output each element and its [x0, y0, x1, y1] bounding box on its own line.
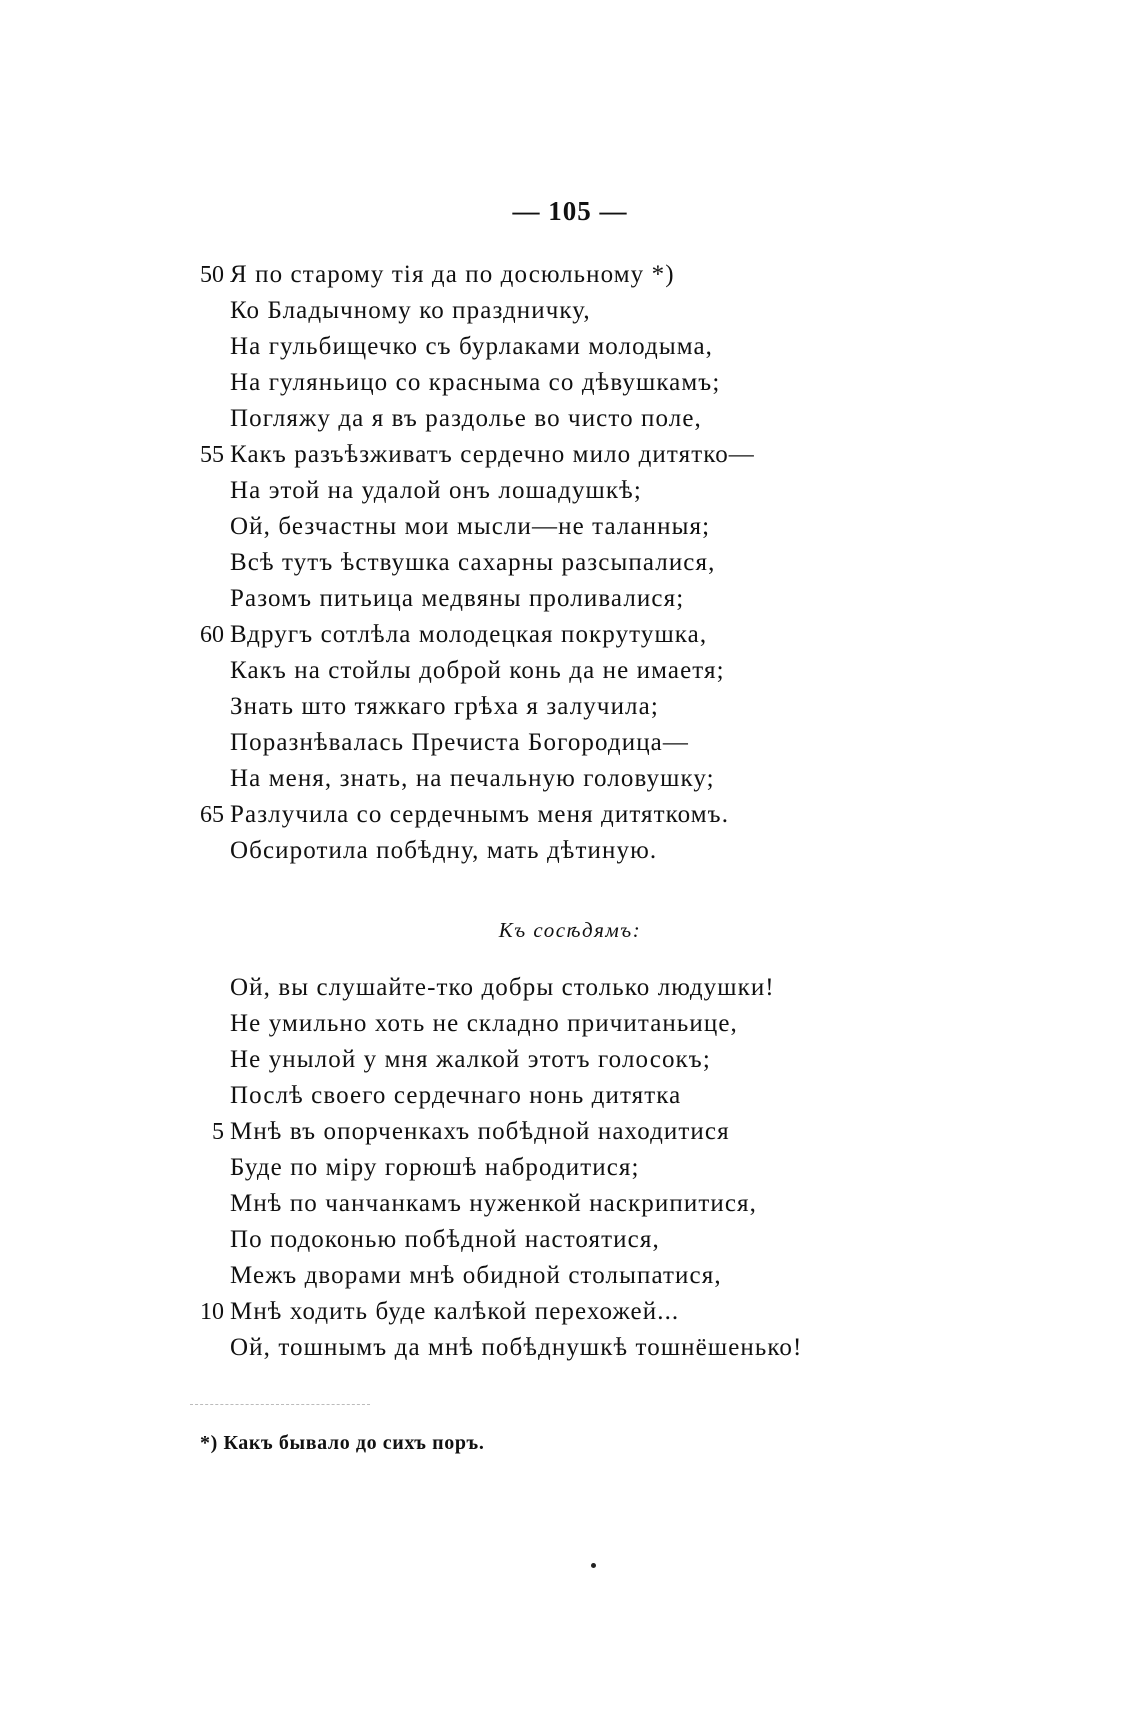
verse-line: [0, 833, 1140, 869]
line-text: Межъ дворами мнѣ обидной столыпатися,: [230, 1262, 722, 1289]
line-text: Какъ на стойлы доброй конь да не имаетя;: [230, 657, 725, 684]
line-text: Не умильно хоть не складно причитаньице,: [230, 1010, 738, 1037]
line-text: По подоконью побѣдной настоятися,: [230, 1226, 660, 1253]
line-text: Знать што тяжкаго грѣха я залучила;: [230, 693, 659, 720]
line-text: Я по старому тія да по досюльному *): [230, 261, 675, 288]
line-text: Ой, тошнымъ да мнѣ побѣднушкѣ тошнёшенько!: [230, 1334, 803, 1361]
line-number: 5: [212, 1119, 224, 1145]
verse-line: [0, 725, 1140, 761]
verse-line: [0, 473, 1140, 509]
line-text: Погляжу да я въ раздолье во чисто поле,: [230, 405, 702, 432]
verse-line: [0, 1150, 1140, 1186]
verse-line: [0, 1330, 1140, 1366]
verse-line: [0, 401, 1140, 437]
footnote-divider: [190, 1404, 370, 1405]
stanza-to-neighbors: [0, 970, 1140, 1366]
line-text: Послѣ своего сердечнаго нонь дитятка: [230, 1082, 682, 1109]
line-text: Не унылой у мня жалкой этотъ голосокъ;: [230, 1046, 711, 1073]
verse-line: [0, 581, 1140, 617]
line-text: Мнѣ ходить буде калѣкой перехожей...: [230, 1298, 680, 1325]
verse-line: [0, 689, 1140, 725]
verse-line: [0, 1114, 1140, 1150]
verse-line: [0, 329, 1140, 365]
verse-line: [0, 653, 1140, 689]
verse-line: [0, 1294, 1140, 1330]
verse-line: [0, 1258, 1140, 1294]
verse-line: [0, 1186, 1140, 1222]
line-text: Обсиротила побѣдну, мать дѣтиную.: [230, 837, 658, 864]
verse-line: [0, 761, 1140, 797]
line-number: 10: [200, 1299, 224, 1325]
line-number: 50: [200, 262, 224, 288]
verse-line: [0, 365, 1140, 401]
verse-line: [0, 293, 1140, 329]
line-text: Ой, безчастны мои мысли—не таланныя;: [230, 513, 711, 540]
verse-line: [0, 1222, 1140, 1258]
line-number: 55: [200, 442, 224, 468]
line-text: Разомъ питьица медвяны проливалися;: [230, 585, 685, 612]
line-text: Поразнѣвалась Пречиста Богородица—: [230, 729, 689, 756]
verse-line: [0, 257, 1140, 293]
line-number: 60: [200, 622, 224, 648]
line-text: Ко Бладычному ко праздничку,: [230, 297, 591, 324]
verse-line: [0, 970, 1140, 1006]
line-text: Буде по міру горюшѣ набродитися;: [230, 1154, 640, 1181]
line-text: На меня, знать, на печальную головушку;: [230, 765, 715, 792]
verse-line: [0, 437, 1140, 473]
verse-line: [0, 1042, 1140, 1078]
verse-line: [0, 1078, 1140, 1114]
footnote: *) Какъ бывало до сихъ поръ.: [200, 1432, 485, 1454]
line-text: Всѣ тутъ ѣствушка сахарны разсыпалися,: [230, 549, 716, 576]
verse-line: [0, 1006, 1140, 1042]
stanza-lament: [0, 257, 1140, 869]
verse-line: [0, 545, 1140, 581]
line-text: На гульбищечко съ бурлаками молодыма,: [230, 333, 714, 360]
page-number: — 105 —: [512, 196, 628, 226]
line-text: Разлучила со сердечнымъ меня дитяткомъ.: [230, 801, 730, 828]
line-text: Ой, вы слушайте-тко добры столько людушки!: [230, 974, 775, 1001]
line-text: Мнѣ по чанчанкамъ нуженкой наскрипитися,: [230, 1190, 757, 1217]
line-text: На этой на удалой онъ лошадушкѣ;: [230, 477, 642, 504]
line-text: Вдругъ сотлѣла молодецкая покрутушка,: [230, 621, 708, 648]
line-text: На гуляньицо со красныма со дѣвушкамъ;: [230, 369, 721, 396]
print-speck: [591, 1563, 596, 1568]
verse-line: [0, 509, 1140, 545]
line-number: 65: [200, 802, 224, 828]
line-text: Какъ разъѣзживатъ сердечно мило дитятко—: [230, 441, 755, 468]
verse-line: [0, 617, 1140, 653]
section-heading: Къ сосѣдямъ:: [498, 918, 642, 942]
line-text: Мнѣ въ опорченкахъ побѣдной находитися: [230, 1118, 730, 1145]
verse-line: [0, 797, 1140, 833]
